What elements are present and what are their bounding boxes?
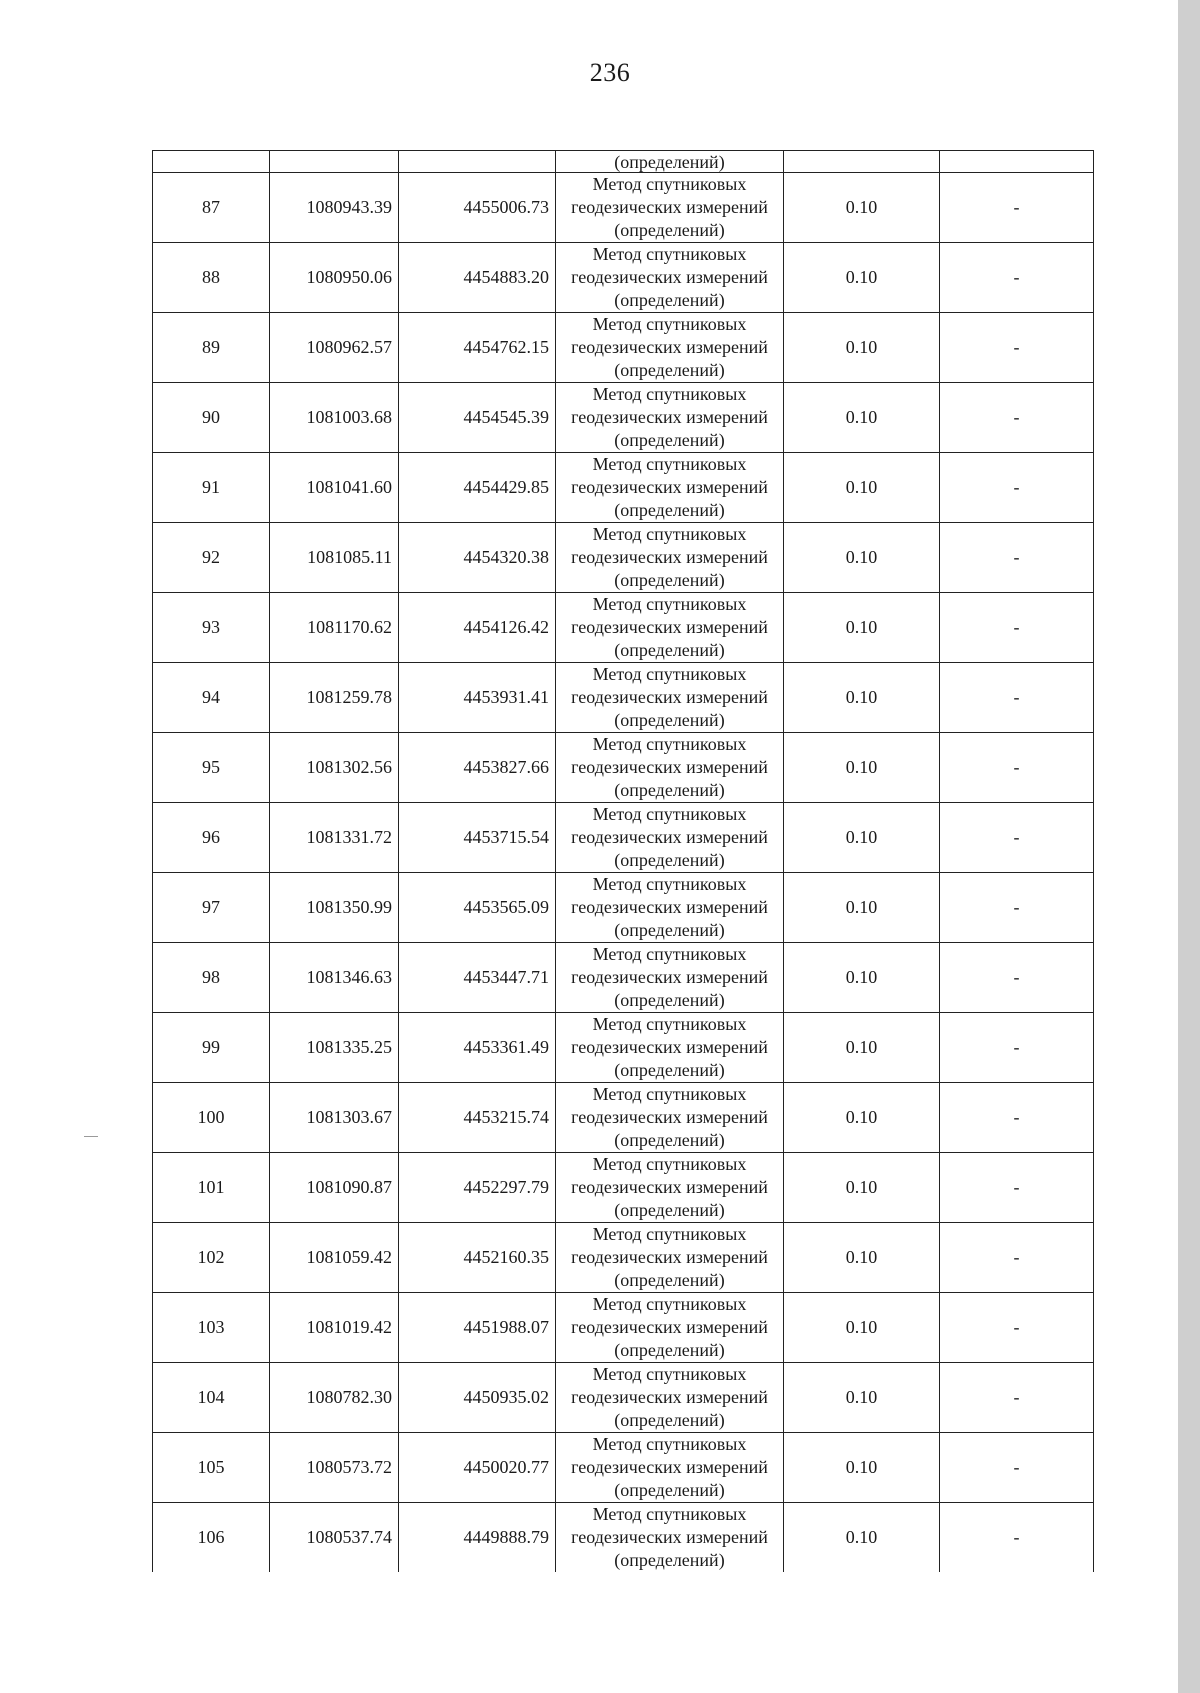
table-row	[153, 453, 1094, 523]
method-line: геодезических измерений	[571, 967, 768, 987]
method-line: (определений)	[614, 290, 725, 310]
method-line: геодезических измерений	[571, 687, 768, 707]
cell-point-id: 95	[153, 733, 270, 803]
cell-x: 1080962.57	[270, 313, 399, 383]
cell-x: 1080782.30	[270, 1363, 399, 1433]
cell-method	[556, 1363, 784, 1433]
method-line: Метод спутниковых	[592, 594, 747, 614]
cell-accuracy: 0.10	[784, 453, 940, 523]
margin-mark	[84, 1136, 98, 1137]
cell-point-id: 90	[153, 383, 270, 453]
cell-accuracy: 0.10	[784, 1293, 940, 1363]
method-line: Метод спутниковых	[592, 454, 747, 474]
cell-point-id: 101	[153, 1153, 270, 1223]
cell-note: -	[940, 1153, 1094, 1223]
cell-method	[556, 243, 784, 313]
cell-y: 4454320.38	[399, 523, 556, 593]
cell-y: 4454545.39	[399, 383, 556, 453]
method-line: Метод спутниковых	[592, 314, 747, 334]
cell-point-id: 97	[153, 873, 270, 943]
cell-y: 4453827.66	[399, 733, 556, 803]
table-row	[153, 803, 1094, 873]
method-line: геодезических измерений	[571, 1387, 768, 1407]
cell-y: 4453215.74	[399, 1083, 556, 1153]
cell-point-id: 99	[153, 1013, 270, 1083]
cell-point-id: 103	[153, 1293, 270, 1363]
table-row	[153, 173, 1094, 243]
method-line: Метод спутниковых	[592, 1364, 747, 1384]
method-line: геодезических измерений	[571, 267, 768, 287]
method-line: Метод спутниковых	[592, 1224, 747, 1244]
method-line: (определений)	[614, 1550, 725, 1570]
cell-method	[556, 873, 784, 943]
cell-point-id: 98	[153, 943, 270, 1013]
cell-note: -	[940, 313, 1094, 383]
cell-accuracy: 0.10	[784, 803, 940, 873]
table-body	[153, 151, 1094, 1573]
cell-note: -	[940, 1293, 1094, 1363]
cell-accuracy: 0.10	[784, 243, 940, 313]
table-row	[153, 873, 1094, 943]
cell-note: -	[940, 1433, 1094, 1503]
method-line: геодезических измерений	[571, 1107, 768, 1127]
method-line: Метод спутниковых	[592, 1154, 747, 1174]
table-row	[153, 593, 1094, 663]
method-line: (определений)	[614, 1340, 725, 1360]
cell-note: -	[940, 803, 1094, 873]
method-line: Метод спутниковых	[592, 1504, 747, 1524]
method-line: Метод спутниковых	[592, 174, 747, 194]
table-row	[153, 1503, 1094, 1573]
cell-note: -	[940, 733, 1094, 803]
table-row	[153, 1153, 1094, 1223]
cell-accuracy: 0.10	[784, 873, 940, 943]
method-line: Метод спутниковых	[592, 1434, 747, 1454]
cell-note: -	[940, 453, 1094, 523]
table-row	[153, 1013, 1094, 1083]
cell-y: 4454429.85	[399, 453, 556, 523]
cell-note: -	[940, 943, 1094, 1013]
cell-note: -	[940, 1083, 1094, 1153]
table-row	[153, 523, 1094, 593]
cell-y: 4450020.77	[399, 1433, 556, 1503]
cell-point-id: 102	[153, 1223, 270, 1293]
cell-point-id: 100	[153, 1083, 270, 1153]
cell-accuracy: 0.10	[784, 1433, 940, 1503]
cell-x: 1081302.56	[270, 733, 399, 803]
cell-method	[556, 1503, 784, 1573]
method-line: (определений)	[614, 990, 725, 1010]
cell-accuracy: 0.10	[784, 1013, 940, 1083]
cell-x: 1081350.99	[270, 873, 399, 943]
cell-x: 1081303.67	[270, 1083, 399, 1153]
table-row	[153, 1083, 1094, 1153]
cell-y: 4454762.15	[399, 313, 556, 383]
cell-point-id: 104	[153, 1363, 270, 1433]
cell-y: 4453931.41	[399, 663, 556, 733]
method-line: геодезических измерений	[571, 337, 768, 357]
cell-point-id: 92	[153, 523, 270, 593]
method-line: Метод спутниковых	[592, 384, 747, 404]
scan-edge-strip	[1178, 0, 1200, 1693]
method-line: геодезических измерений	[571, 827, 768, 847]
cell-x: 1080943.39	[270, 173, 399, 243]
cell-point-id: 89	[153, 313, 270, 383]
cell-note: -	[940, 243, 1094, 313]
cell-method	[556, 593, 784, 663]
cell-accuracy: 0.10	[784, 1363, 940, 1433]
cell-y: 4451988.07	[399, 1293, 556, 1363]
cell-x: 1080537.74	[270, 1503, 399, 1573]
table-row	[153, 313, 1094, 383]
cell-method	[556, 453, 784, 523]
cell-method	[556, 173, 784, 243]
cell-method	[556, 383, 784, 453]
cell-method	[556, 803, 784, 873]
cell-accuracy: 0.10	[784, 593, 940, 663]
cell-method	[556, 733, 784, 803]
cell-note: -	[940, 873, 1094, 943]
cell-point-id	[153, 151, 270, 173]
method-line: (определений)	[614, 220, 725, 240]
cell-note	[940, 151, 1094, 173]
table-row	[153, 943, 1094, 1013]
method-line: геодезических измерений	[571, 617, 768, 637]
cell-x: 1081259.78	[270, 663, 399, 733]
method-line: Метод спутниковых	[592, 1084, 747, 1104]
cell-note: -	[940, 1013, 1094, 1083]
cell-accuracy	[784, 151, 940, 173]
table-row	[153, 1363, 1094, 1433]
cell-point-id: 91	[153, 453, 270, 523]
method-line: (определений)	[614, 710, 725, 730]
method-line: геодезических измерений	[571, 1317, 768, 1337]
method-line: (определений)	[614, 430, 725, 450]
cell-method	[556, 313, 784, 383]
method-line: (определений)	[614, 1480, 725, 1500]
cell-y: 4453565.09	[399, 873, 556, 943]
table-row	[153, 383, 1094, 453]
cell-x: 1081331.72	[270, 803, 399, 873]
method-line: Метод спутниковых	[592, 524, 747, 544]
method-line: Метод спутниковых	[592, 804, 747, 824]
method-line: геодезических измерений	[571, 1527, 768, 1547]
cell-accuracy: 0.10	[784, 943, 940, 1013]
cell-method	[556, 663, 784, 733]
cell-method	[556, 523, 784, 593]
cell-method	[556, 1083, 784, 1153]
table-row	[153, 663, 1094, 733]
cell-x: 1081085.11	[270, 523, 399, 593]
method-line: (определений)	[614, 1200, 725, 1220]
method-line: геодезических измерений	[571, 1177, 768, 1197]
cell-note: -	[940, 173, 1094, 243]
method-line: Метод спутниковых	[592, 664, 747, 684]
cell-x: 1081003.68	[270, 383, 399, 453]
method-line: (определений)	[614, 360, 725, 380]
method-line: (определений)	[614, 920, 725, 940]
method-line: геодезических измерений	[571, 897, 768, 917]
cell-note: -	[940, 383, 1094, 453]
method-line: геодезических измерений	[571, 477, 768, 497]
method-line: (определений)	[614, 500, 725, 520]
cell-x: 1081170.62	[270, 593, 399, 663]
cell-note: -	[940, 663, 1094, 733]
table-row	[153, 1293, 1094, 1363]
method-line: Метод спутниковых	[592, 1294, 747, 1314]
cell-x: 1080573.72	[270, 1433, 399, 1503]
continuation-row	[153, 151, 1094, 173]
cell-accuracy: 0.10	[784, 1503, 940, 1573]
method-line: (определений)	[614, 1410, 725, 1430]
method-line: (определений)	[614, 1060, 725, 1080]
method-line: геодезических измерений	[571, 1457, 768, 1477]
method-line: (определений)	[614, 570, 725, 590]
method-line: геодезических измерений	[571, 757, 768, 777]
cell-y: 4450935.02	[399, 1363, 556, 1433]
cell-x	[270, 151, 399, 173]
page-number: 236	[589, 58, 631, 87]
method-line: (определений)	[614, 850, 725, 870]
cell-method	[556, 1153, 784, 1223]
method-line: Метод спутниковых	[592, 244, 747, 264]
method-line: Метод спутниковых	[592, 874, 747, 894]
cell-method	[556, 1293, 784, 1363]
cell-accuracy: 0.10	[784, 383, 940, 453]
cell-x: 1080950.06	[270, 243, 399, 313]
cell-note: -	[940, 1363, 1094, 1433]
method-line: геодезических измерений	[571, 197, 768, 217]
cell-method	[556, 1433, 784, 1503]
cell-note: -	[940, 1503, 1094, 1573]
method-line: (определений)	[614, 1130, 725, 1150]
table-row	[153, 243, 1094, 313]
method-line: геодезических измерений	[571, 547, 768, 567]
cell-accuracy: 0.10	[784, 1223, 940, 1293]
cell-y: 4452297.79	[399, 1153, 556, 1223]
cell-point-id: 88	[153, 243, 270, 313]
cell-y: 4452160.35	[399, 1223, 556, 1293]
cell-y: 4453715.54	[399, 803, 556, 873]
cell-accuracy: 0.10	[784, 663, 940, 733]
cell-point-id: 94	[153, 663, 270, 733]
cell-y	[399, 151, 556, 173]
cell-point-id: 87	[153, 173, 270, 243]
cell-x: 1081090.87	[270, 1153, 399, 1223]
coordinates-table	[152, 150, 1094, 1572]
cell-accuracy: 0.10	[784, 173, 940, 243]
table-row	[153, 1433, 1094, 1503]
cell-point-id: 96	[153, 803, 270, 873]
cell-x: 1081041.60	[270, 453, 399, 523]
cell-y: 4454883.20	[399, 243, 556, 313]
method-line: Метод спутниковых	[592, 1014, 747, 1034]
cell-method	[556, 943, 784, 1013]
cell-method	[556, 1223, 784, 1293]
cell-accuracy: 0.10	[784, 1083, 940, 1153]
cell-accuracy: 0.10	[784, 733, 940, 803]
method-line: геодезических измерений	[571, 407, 768, 427]
method-line: геодезических измерений	[571, 1247, 768, 1267]
cell-method	[556, 1013, 784, 1083]
method-line: геодезических измерений	[571, 1037, 768, 1057]
cell-note: -	[940, 593, 1094, 663]
method-line: (определений)	[614, 780, 725, 800]
cell-y: 4454126.42	[399, 593, 556, 663]
table-row	[153, 733, 1094, 803]
method-line: (определений)	[614, 1270, 725, 1290]
cell-note: -	[940, 1223, 1094, 1293]
cell-accuracy: 0.10	[784, 313, 940, 383]
cell-x: 1081059.42	[270, 1223, 399, 1293]
cell-y: 4453447.71	[399, 943, 556, 1013]
cell-x: 1081335.25	[270, 1013, 399, 1083]
cell-x: 1081346.63	[270, 943, 399, 1013]
cell-y: 4449888.79	[399, 1503, 556, 1573]
cell-x: 1081019.42	[270, 1293, 399, 1363]
cell-method: (определений)	[556, 151, 784, 173]
cell-point-id: 106	[153, 1503, 270, 1573]
method-line: Метод спутниковых	[592, 734, 747, 754]
cell-point-id: 105	[153, 1433, 270, 1503]
cell-point-id: 93	[153, 593, 270, 663]
cell-y: 4455006.73	[399, 173, 556, 243]
cell-accuracy: 0.10	[784, 1153, 940, 1223]
cell-accuracy: 0.10	[784, 523, 940, 593]
method-line: (определений)	[614, 640, 725, 660]
table-row	[153, 1223, 1094, 1293]
cell-y: 4453361.49	[399, 1013, 556, 1083]
method-line: Метод спутниковых	[592, 944, 747, 964]
cell-note: -	[940, 523, 1094, 593]
